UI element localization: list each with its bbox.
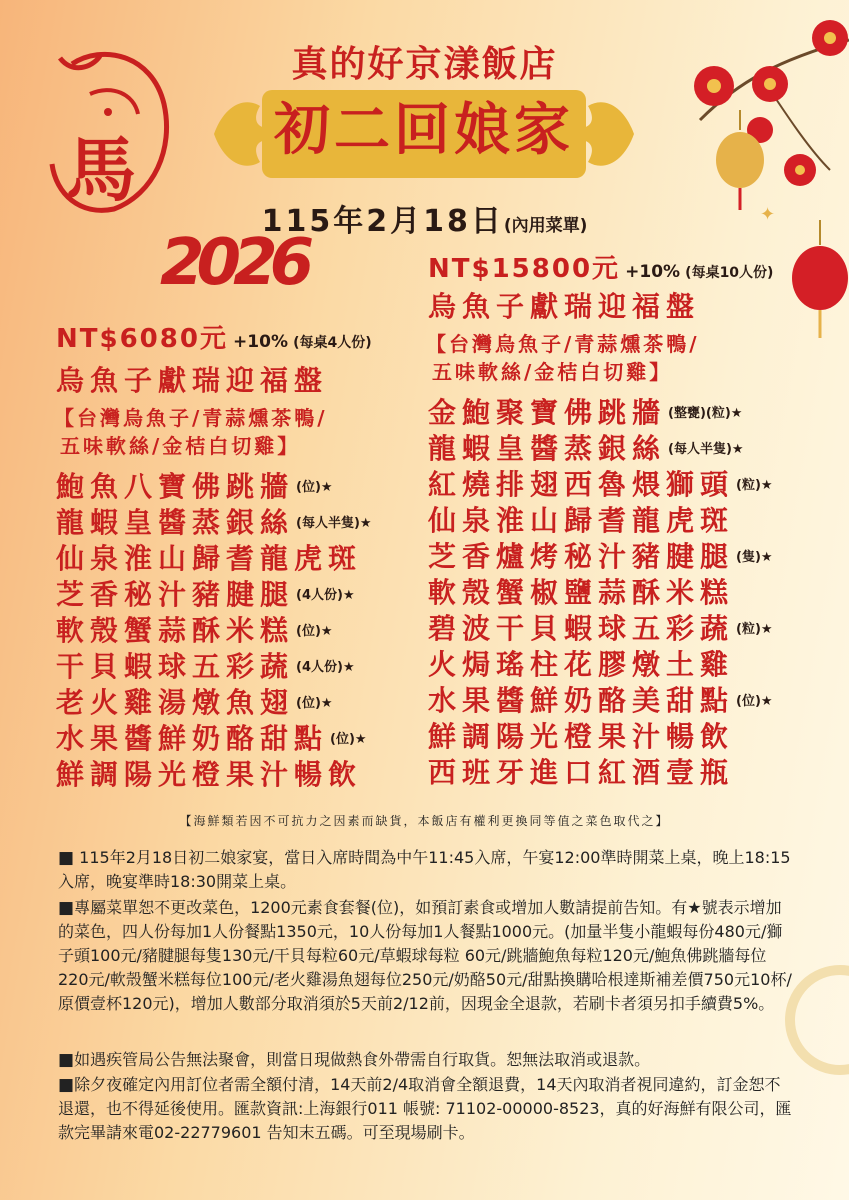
menu-large-portion: (每桌10人份): [685, 265, 774, 281]
dish-note: (每人半隻)★: [668, 442, 744, 457]
menu-large-dish-item: [428, 468, 773, 503]
menu-large-tax: +10%: [625, 262, 681, 282]
dish-name: 火焗瑤柱花膠燉土雞: [428, 648, 735, 681]
dish-name: 紅燒排翅西魯煨獅頭: [428, 468, 735, 501]
dish-note: (整甕)(粒)★: [668, 406, 743, 421]
menu-small-first-detail: [54, 404, 328, 460]
note-2: [58, 896, 796, 1016]
dish-note: (位)★: [296, 696, 333, 711]
year-badge: 2026: [160, 226, 307, 300]
svg-text:✦: ✦: [760, 204, 776, 225]
dish-name: 金鮑聚寶佛跳牆: [428, 396, 667, 429]
note-text: 除夕夜確定內用訂位者需全額付清，14天前2/4取消會全額退費，14天內取消者視同違約，訂金恕不退還，也不得延後使用。匯款資訊:上海銀行011 帳號: 71102-00000-8523，真的好海鮮有限公司，匯款完畢請來電02-22779601 告知末五碼。可至現場刷卡。: [58, 1075, 792, 1142]
event-title: 初二回娘家: [274, 98, 574, 163]
detail-line: 【台灣烏魚子/青蒜燻茶鴨/: [54, 406, 328, 430]
bullet-icon: ■: [58, 848, 75, 868]
dish-note: (位)★: [296, 480, 333, 495]
menu-small-dish-item: [56, 614, 333, 649]
menu-large-dish-item: [428, 432, 744, 467]
bullet-icon: ■: [58, 1050, 75, 1070]
menu-small-dish-item: [56, 650, 355, 685]
note-text: 專屬菜單恕不更改菜色，1200元素食套餐(位)，如預訂素食或增加人數請提前告知。有★號表示增加的菜色，四人份每加1人份餐點1350元，10人份每加1人餐點1000元。(加量半隻小龍蝦每份480元/獅子頭100元/豬腱腿每隻130元/干貝每粒60元/草蝦球每粒 60元/跳牆鮑魚每粒120元/鮑魚佛跳牆每位220元/軟殼蟹米糕每位100元/老火雞湯魚翅每位250元/奶酪50元/甜點換購哈根達斯補差價750元10杯/原價壹杯120元)，增加人數部分取消須於5天前2/12前，因現金全退款，若刷卡者須另扣手續費5%。: [58, 898, 792, 1013]
dish-name: 水果醬鮮奶酪甜點: [56, 722, 329, 755]
menu-small-dish-item: [56, 470, 333, 505]
menu-small-dish-item: [56, 578, 355, 613]
menu-small-first-dish: 烏魚子獻瑞迎福盤: [56, 364, 329, 397]
disclaimer: 【海鮮類若因不可抗力之因素而缺貨，本飯店有權利更換同等值之菜色取代之】: [179, 814, 670, 828]
note-text: 如遇疾管局公告無法聚會，則當日現做熱食外帶需自行取貨。恕無法取消或退款。: [74, 1050, 651, 1069]
dish-name: 水果醬鮮奶酪美甜點: [428, 684, 735, 717]
menu-large-dish-item: [428, 684, 773, 719]
menu-small-dish-item: [56, 542, 364, 577]
menu-large-dish-item: [428, 648, 736, 683]
bullet-icon: ■: [58, 898, 75, 918]
dish-name: 仙泉淮山歸耆龍虎斑: [428, 504, 735, 537]
dish-name: 西班牙進口紅酒壹瓶: [428, 756, 735, 789]
dish-name: 芝香爐烤秘汁豬腱腿: [428, 540, 735, 573]
dish-name: 干貝蝦球五彩蔬: [56, 650, 295, 683]
dish-note: (位)★: [330, 732, 367, 747]
dish-note: (每人半隻)★: [296, 516, 372, 531]
dish-note: (隻)★: [736, 550, 773, 565]
menu-small-tax: +10%: [233, 332, 288, 352]
dish-name: 老火雞湯燉魚翅: [56, 686, 295, 719]
dish-name: 鮮調陽光橙果汁暢飲: [56, 758, 363, 791]
note-4: [58, 1073, 796, 1145]
menu-large-dish-item: [428, 756, 736, 791]
menu-small-price: [56, 318, 372, 355]
detail-line: 五味軟絲/金桔白切雞】: [60, 434, 301, 458]
dish-name: 碧波干貝蝦球五彩蔬: [428, 612, 735, 645]
dish-note: (粒)★: [736, 622, 773, 637]
dish-name: 鮑魚八寶佛跳牆: [56, 470, 295, 503]
dish-name: 鮮調陽光橙果汁暢飲: [428, 720, 735, 753]
dish-name: 仙泉淮山歸耆龍虎斑: [56, 542, 363, 575]
menu-small-dish-item: [56, 506, 372, 541]
dish-name: 軟殼蟹蒜酥米糕: [56, 614, 295, 647]
dish-name: 芝香秘汁豬腱腿: [56, 578, 295, 611]
note-3: [58, 1048, 796, 1072]
menu-large-dish-item: [428, 576, 736, 611]
menu-small-dish-item: [56, 686, 333, 721]
menu-large-dish-item: [428, 612, 773, 647]
note-1: [58, 846, 796, 894]
detail-line: 【台灣烏魚子/青蒜燻茶鴨/: [426, 332, 700, 356]
dish-note: (位)★: [296, 624, 333, 639]
date-line: [0, 196, 849, 240]
menu-large-dish-item: [428, 504, 736, 539]
menu-large-first-detail: [426, 330, 700, 386]
menu-large-dish-item: [428, 396, 742, 431]
dish-name: 龍蝦皇醬蒸銀絲: [56, 506, 295, 539]
menu-large-price: [428, 248, 773, 285]
dish-note: (位)★: [736, 694, 773, 709]
menu-small-portion: (每桌4人份): [293, 335, 372, 351]
detail-line: 五味軟絲/金桔白切雞】: [432, 360, 673, 384]
menu-small-price-value: NT$6080元: [56, 324, 228, 354]
dish-note: (4人份)★: [296, 660, 355, 675]
dish-note: (4人份)★: [296, 588, 355, 603]
dish-note: (粒)★: [736, 478, 773, 493]
dish-name: 軟殼蟹椒鹽蒜酥米糕: [428, 576, 735, 609]
menu-large-first-dish: 烏魚子獻瑞迎福盤: [428, 290, 701, 323]
dish-name: 龍蝦皇醬蒸銀絲: [428, 432, 667, 465]
note-text: 115年2月18日初二娘家宴，當日入席時間為中午11:45入席，午宴12:00準時開菜上桌，晚上18:15入席，晚宴準時18:30開菜上桌。: [58, 848, 791, 891]
menu-large-price-value: NT$15800元: [428, 254, 621, 284]
menu-small-dish-item: [56, 758, 364, 793]
menu-small-dish-item: [56, 722, 367, 757]
restaurant-name: 真的好京漾飯店: [291, 44, 558, 85]
date-text: 115年2月18日: [261, 204, 504, 239]
menu-large-dish-item: [428, 540, 773, 575]
horse-glyph: 馬: [66, 129, 136, 211]
menu-large-dish-item: [428, 720, 736, 755]
event-title-banner: [214, 86, 634, 182]
date-note: (內用菜單): [503, 216, 588, 236]
bullet-icon: ■: [58, 1075, 75, 1095]
